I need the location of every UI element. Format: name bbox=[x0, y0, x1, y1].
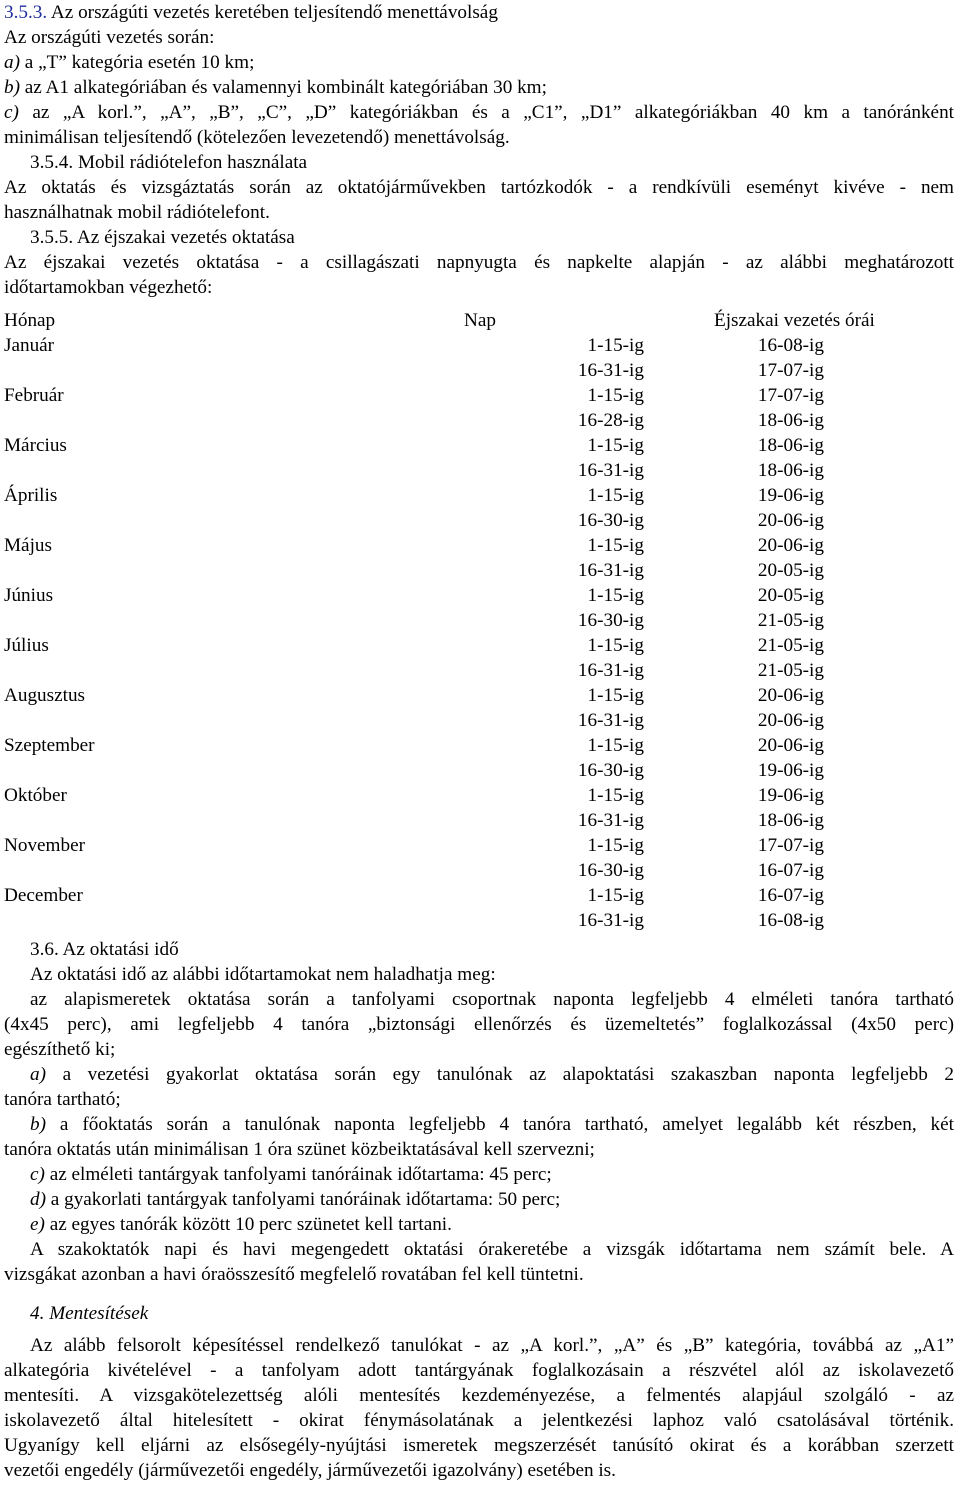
header-hours-cell bbox=[694, 308, 954, 333]
cell-night-hours bbox=[694, 783, 954, 808]
section-title: Mobil rádiótelefon használata bbox=[77, 152, 308, 173]
section-title: Az oktatási idő bbox=[62, 939, 179, 960]
day-range-value: 16-31-ig bbox=[577, 460, 644, 481]
cell-day-range bbox=[464, 833, 694, 858]
section-number: 3.5.4. bbox=[30, 152, 74, 173]
spacer bbox=[4, 1287, 954, 1301]
cell-day-range bbox=[464, 533, 694, 558]
day-range-value: 1-15-ig bbox=[587, 585, 644, 606]
cell-day-range bbox=[464, 733, 694, 758]
table-row bbox=[4, 608, 954, 633]
cell-day-range bbox=[464, 383, 694, 408]
cell-night-hours bbox=[694, 558, 954, 583]
day-range-value: 16-30-ig bbox=[577, 860, 644, 881]
night-hours-value: 20-06-ig bbox=[757, 710, 824, 731]
cell-night-hours bbox=[694, 383, 954, 408]
table-row bbox=[4, 658, 954, 683]
list-text: a gyakorlati tantárgyak tanfolyami tanóráinak időtartama: 50 perc; bbox=[50, 1189, 561, 1210]
paragraph-line: A szakoktatók napi és havi megengedett oktatási órakeretébe a vizsgák időtartama nem számít bele. A bbox=[30, 1239, 954, 1260]
section-3-5-4-heading bbox=[4, 150, 954, 175]
day-range-value: 1-15-ig bbox=[587, 335, 644, 356]
list-text: az elméleti tantárgyak tanfolyami tanóráinak időtartama: 45 perc; bbox=[49, 1164, 552, 1185]
day-range-value: 1-15-ig bbox=[587, 635, 644, 656]
night-hours-value: 17-07-ig bbox=[757, 385, 824, 406]
cell-month bbox=[4, 458, 464, 483]
list-marker: c) bbox=[4, 102, 19, 123]
night-hours-value: 20-06-ig bbox=[757, 735, 824, 756]
list-text: a vezetési gyakorlat oktatása során egy tanulónak az alapoktatási szakaszban naponta legfeljebb 2 bbox=[62, 1064, 954, 1085]
paragraph-line: minimálisan teljesítendő (kötelezően levezetendő) menettávolság. bbox=[4, 127, 510, 148]
paragraph-line: időtartamokban végezhető: bbox=[4, 277, 213, 298]
list-text: az A1 alkategóriában és valamennyi kombinált kategóriában 30 km; bbox=[24, 77, 547, 98]
table-row bbox=[4, 633, 954, 658]
cell-night-hours bbox=[694, 658, 954, 683]
night-hours-value: 18-06-ig bbox=[757, 460, 824, 481]
table-row bbox=[4, 808, 954, 833]
paragraph-line: alkategória kivételével - a tanfolyam adott tantárgyának foglalkozásain a részvétel alól az iskolavezető bbox=[4, 1360, 954, 1381]
cell-night-hours bbox=[694, 608, 954, 633]
cell-day-range bbox=[464, 408, 694, 433]
table-row bbox=[4, 433, 954, 458]
cell-day-range bbox=[464, 883, 694, 908]
cell-day-range bbox=[464, 658, 694, 683]
header-month: Hónap bbox=[4, 310, 56, 331]
paragraph-line: az alapismeretek oktatása során a tanfolyami csoportnak naponta legfeljebb 4 elméleti tanóra tartható bbox=[30, 989, 954, 1010]
list-item-a bbox=[4, 50, 954, 75]
paragraph-line: mentesíti. A vizsgakötelezettség alóli mentesítés kezdeményezése, a felmentés alapjául szolgáló - az bbox=[4, 1385, 954, 1406]
day-range-value: 1-15-ig bbox=[587, 435, 644, 456]
list-item-c bbox=[4, 1162, 954, 1187]
cell-month: December bbox=[4, 885, 83, 906]
table-row bbox=[4, 383, 954, 408]
day-range-value: 16-31-ig bbox=[577, 810, 644, 831]
paragraph-line: tanóra oktatás után minimálisan 1 óra szünet közbeiktatásával kell szervezni; bbox=[4, 1139, 595, 1160]
cell-night-hours bbox=[694, 708, 954, 733]
paragraph-line: Az alább felsorolt képesítéssel rendelkező tanulókat - az „A korl.”, „A” és „B” kategória, továbbá az „A1” bbox=[30, 1335, 954, 1356]
list-text: az „A korl.”, „A”, „B”, „C”, „D” kategóriákban és a „C1”, „D1” alkategóriákban 40 km a tanóránként bbox=[32, 102, 954, 123]
cell-month: Március bbox=[4, 435, 67, 456]
paragraph-line: Az oktatás és vizsgáztatás során az oktatójárművekben tartózkodók - a rendkívüli eseményt kivéve - nem bbox=[4, 177, 954, 198]
cell-night-hours bbox=[694, 433, 954, 458]
cell-month bbox=[4, 658, 464, 683]
cell-month: Augusztus bbox=[4, 685, 86, 706]
table-header-row bbox=[4, 308, 954, 333]
header-day: Nap bbox=[464, 310, 496, 331]
cell-night-hours bbox=[694, 358, 954, 383]
day-range-value: 1-15-ig bbox=[587, 835, 644, 856]
section-title: Az országúti vezetés keretében teljesítendő menettávolság bbox=[50, 2, 498, 23]
cell-night-hours bbox=[694, 683, 954, 708]
cell-month: Január bbox=[4, 335, 55, 356]
cell-month bbox=[4, 858, 464, 883]
night-hours-value: 19-06-ig bbox=[757, 485, 824, 506]
section-title: Az éjszakai vezetés oktatása bbox=[76, 227, 295, 248]
table-row bbox=[4, 858, 954, 883]
day-range-value: 1-15-ig bbox=[587, 385, 644, 406]
cell-night-hours bbox=[694, 408, 954, 433]
cell-month bbox=[4, 608, 464, 633]
night-hours-value: 18-06-ig bbox=[757, 435, 824, 456]
list-text: a „T” kategória esetén 10 km; bbox=[24, 52, 255, 73]
list-marker: d) bbox=[30, 1189, 46, 1210]
cell-month: Július bbox=[4, 635, 49, 656]
list-marker: a) bbox=[30, 1064, 46, 1085]
night-hours-value: 20-06-ig bbox=[757, 685, 824, 706]
paragraph-line: Az oktatási idő az alábbi időtartamokat nem haladhatja meg: bbox=[30, 964, 496, 985]
table-row bbox=[4, 458, 954, 483]
list-text: a főoktatás során a tanulónak naponta legfeljebb 4 tanóra tartható, amelyet legalább két részben, két bbox=[59, 1114, 954, 1135]
section-3-6-heading bbox=[4, 937, 954, 962]
paragraph-line: vezetői engedély (járművezetői engedély, járművezetői igazolvány) esetében is. bbox=[4, 1460, 616, 1481]
table-row bbox=[4, 483, 954, 508]
section-number: 3.5.5. bbox=[30, 227, 74, 248]
table-row bbox=[4, 908, 954, 933]
paragraph-line: iskolavezető által hitelesített - okirat fénymásolatának a jelentkezési laphoz való csatolásával történik. bbox=[4, 1410, 954, 1431]
cell-night-hours bbox=[694, 583, 954, 608]
table-row bbox=[4, 358, 954, 383]
table-row bbox=[4, 833, 954, 858]
header-hours: Éjszakai vezetés órái bbox=[714, 310, 875, 331]
cell-day-range bbox=[464, 683, 694, 708]
night-hours-value: 21-05-ig bbox=[757, 610, 824, 631]
cell-day-range bbox=[464, 433, 694, 458]
night-hours-value: 20-06-ig bbox=[757, 535, 824, 556]
night-hours-value: 21-05-ig bbox=[757, 635, 824, 656]
cell-month bbox=[4, 508, 464, 533]
night-hours-value: 16-08-ig bbox=[757, 910, 824, 931]
cell-night-hours bbox=[694, 333, 954, 358]
night-hours-value: 21-05-ig bbox=[757, 660, 824, 681]
cell-day-range bbox=[464, 783, 694, 808]
list-marker: a) bbox=[4, 52, 20, 73]
cell-day-range bbox=[464, 358, 694, 383]
paragraph-line: Az éjszakai vezetés oktatása - a csillagászati napnyugta és napkelte alapján - az alábbi meghatározott bbox=[4, 252, 954, 273]
table-row bbox=[4, 558, 954, 583]
day-range-value: 16-31-ig bbox=[577, 360, 644, 381]
section-3-5-5-heading bbox=[4, 225, 954, 250]
list-item-c bbox=[4, 100, 954, 125]
document-page bbox=[4, 0, 954, 1483]
table-row bbox=[4, 783, 954, 808]
cell-night-hours bbox=[694, 633, 954, 658]
cell-night-hours bbox=[694, 833, 954, 858]
list-item-b bbox=[4, 1112, 954, 1137]
night-hours-value: 18-06-ig bbox=[757, 410, 824, 431]
cell-day-range bbox=[464, 808, 694, 833]
section-title: 4. Mentesítések bbox=[30, 1303, 149, 1324]
day-range-value: 16-31-ig bbox=[577, 660, 644, 681]
cell-day-range bbox=[464, 908, 694, 933]
list-marker: b) bbox=[30, 1114, 46, 1135]
cell-month bbox=[4, 408, 464, 433]
list-marker: e) bbox=[30, 1214, 45, 1235]
day-range-value: 1-15-ig bbox=[587, 485, 644, 506]
list-marker: c) bbox=[30, 1164, 45, 1185]
cell-month bbox=[4, 558, 464, 583]
cell-night-hours bbox=[694, 758, 954, 783]
cell-day-range bbox=[464, 458, 694, 483]
paragraph-line: (4x45 perc), ami legfeljebb 4 tanóra „biztonsági ellenőrzés és üzemeltetés” foglalkozással (4x50 perc) bbox=[4, 1014, 954, 1035]
table-row bbox=[4, 333, 954, 358]
night-hours-value: 17-07-ig bbox=[757, 360, 824, 381]
cell-month: Február bbox=[4, 385, 64, 406]
table-row bbox=[4, 583, 954, 608]
list-item-b bbox=[4, 75, 954, 100]
cell-night-hours bbox=[694, 533, 954, 558]
night-driving-table bbox=[4, 308, 954, 933]
section-number: 3.6. bbox=[30, 939, 59, 960]
cell-month: Szeptember bbox=[4, 735, 95, 756]
day-range-value: 1-15-ig bbox=[587, 685, 644, 706]
cell-day-range bbox=[464, 583, 694, 608]
day-range-value: 16-31-ig bbox=[577, 710, 644, 731]
night-hours-value: 19-06-ig bbox=[757, 760, 824, 781]
list-marker: b) bbox=[4, 77, 20, 98]
night-hours-value: 16-07-ig bbox=[757, 885, 824, 906]
paragraph-line: Ugyanígy kell eljárni az elsősegély-nyújtási ismeretek megszerzését tanúsító okirat és a korábban szerzett bbox=[4, 1435, 954, 1456]
day-range-value: 16-30-ig bbox=[577, 610, 644, 631]
night-hours-value: 20-06-ig bbox=[757, 510, 824, 531]
cell-month bbox=[4, 758, 464, 783]
list-text: az egyes tanórák között 10 perc szünetet kell tartani. bbox=[49, 1214, 452, 1235]
list-item-e bbox=[4, 1212, 954, 1237]
paragraph-line: tanóra tartható; bbox=[4, 1089, 121, 1110]
cell-month bbox=[4, 808, 464, 833]
day-range-value: 16-30-ig bbox=[577, 760, 644, 781]
night-hours-value: 16-07-ig bbox=[757, 860, 824, 881]
cell-month bbox=[4, 908, 464, 933]
section-4-heading bbox=[4, 1301, 954, 1333]
paragraph: Az országúti vezetés során: bbox=[4, 27, 215, 48]
night-hours-value: 20-05-ig bbox=[757, 560, 824, 581]
cell-month: November bbox=[4, 835, 85, 856]
cell-day-range bbox=[464, 758, 694, 783]
cell-month bbox=[4, 358, 464, 383]
cell-night-hours bbox=[694, 733, 954, 758]
cell-day-range bbox=[464, 558, 694, 583]
table-row bbox=[4, 508, 954, 533]
cell-day-range bbox=[464, 333, 694, 358]
cell-day-range bbox=[464, 508, 694, 533]
list-item-d bbox=[4, 1187, 954, 1212]
table-row bbox=[4, 733, 954, 758]
cell-month bbox=[4, 708, 464, 733]
cell-day-range bbox=[464, 858, 694, 883]
paragraph-line: használhatnak mobil rádiótelefont. bbox=[4, 202, 270, 223]
section-number: 3.5.3. bbox=[4, 2, 48, 23]
cell-day-range bbox=[464, 483, 694, 508]
day-range-value: 16-30-ig bbox=[577, 510, 644, 531]
night-hours-value: 17-07-ig bbox=[757, 835, 824, 856]
table-row bbox=[4, 408, 954, 433]
paragraph-line: vizsgákat azonban a havi óraösszesítő megfelelő rovatában fel kell tüntetni. bbox=[4, 1264, 584, 1285]
cell-night-hours bbox=[694, 483, 954, 508]
table-row bbox=[4, 883, 954, 908]
cell-day-range bbox=[464, 708, 694, 733]
day-range-value: 1-15-ig bbox=[587, 885, 644, 906]
table-row bbox=[4, 683, 954, 708]
day-range-value: 16-31-ig bbox=[577, 910, 644, 931]
cell-night-hours bbox=[694, 808, 954, 833]
list-item-a bbox=[4, 1062, 954, 1087]
night-hours-value: 16-08-ig bbox=[757, 335, 824, 356]
cell-month: Április bbox=[4, 485, 58, 506]
day-range-value: 1-15-ig bbox=[587, 785, 644, 806]
cell-day-range bbox=[464, 608, 694, 633]
table-row bbox=[4, 533, 954, 558]
section-3-5-3-heading bbox=[4, 0, 954, 25]
cell-night-hours bbox=[694, 508, 954, 533]
cell-night-hours bbox=[694, 858, 954, 883]
paragraph-line: egészíthető ki; bbox=[4, 1039, 116, 1060]
night-hours-value: 19-06-ig bbox=[757, 785, 824, 806]
cell-month: Október bbox=[4, 785, 67, 806]
day-range-value: 16-28-ig bbox=[577, 410, 644, 431]
table-row bbox=[4, 758, 954, 783]
cell-night-hours bbox=[694, 458, 954, 483]
table-row bbox=[4, 708, 954, 733]
night-hours-value: 18-06-ig bbox=[757, 810, 824, 831]
cell-month: Június bbox=[4, 585, 54, 606]
day-range-value: 1-15-ig bbox=[587, 535, 644, 556]
cell-month: Május bbox=[4, 535, 52, 556]
day-range-value: 16-31-ig bbox=[577, 560, 644, 581]
night-hours-value: 20-05-ig bbox=[757, 585, 824, 606]
day-range-value: 1-15-ig bbox=[587, 735, 644, 756]
cell-night-hours bbox=[694, 908, 954, 933]
cell-day-range bbox=[464, 633, 694, 658]
cell-night-hours bbox=[694, 883, 954, 908]
